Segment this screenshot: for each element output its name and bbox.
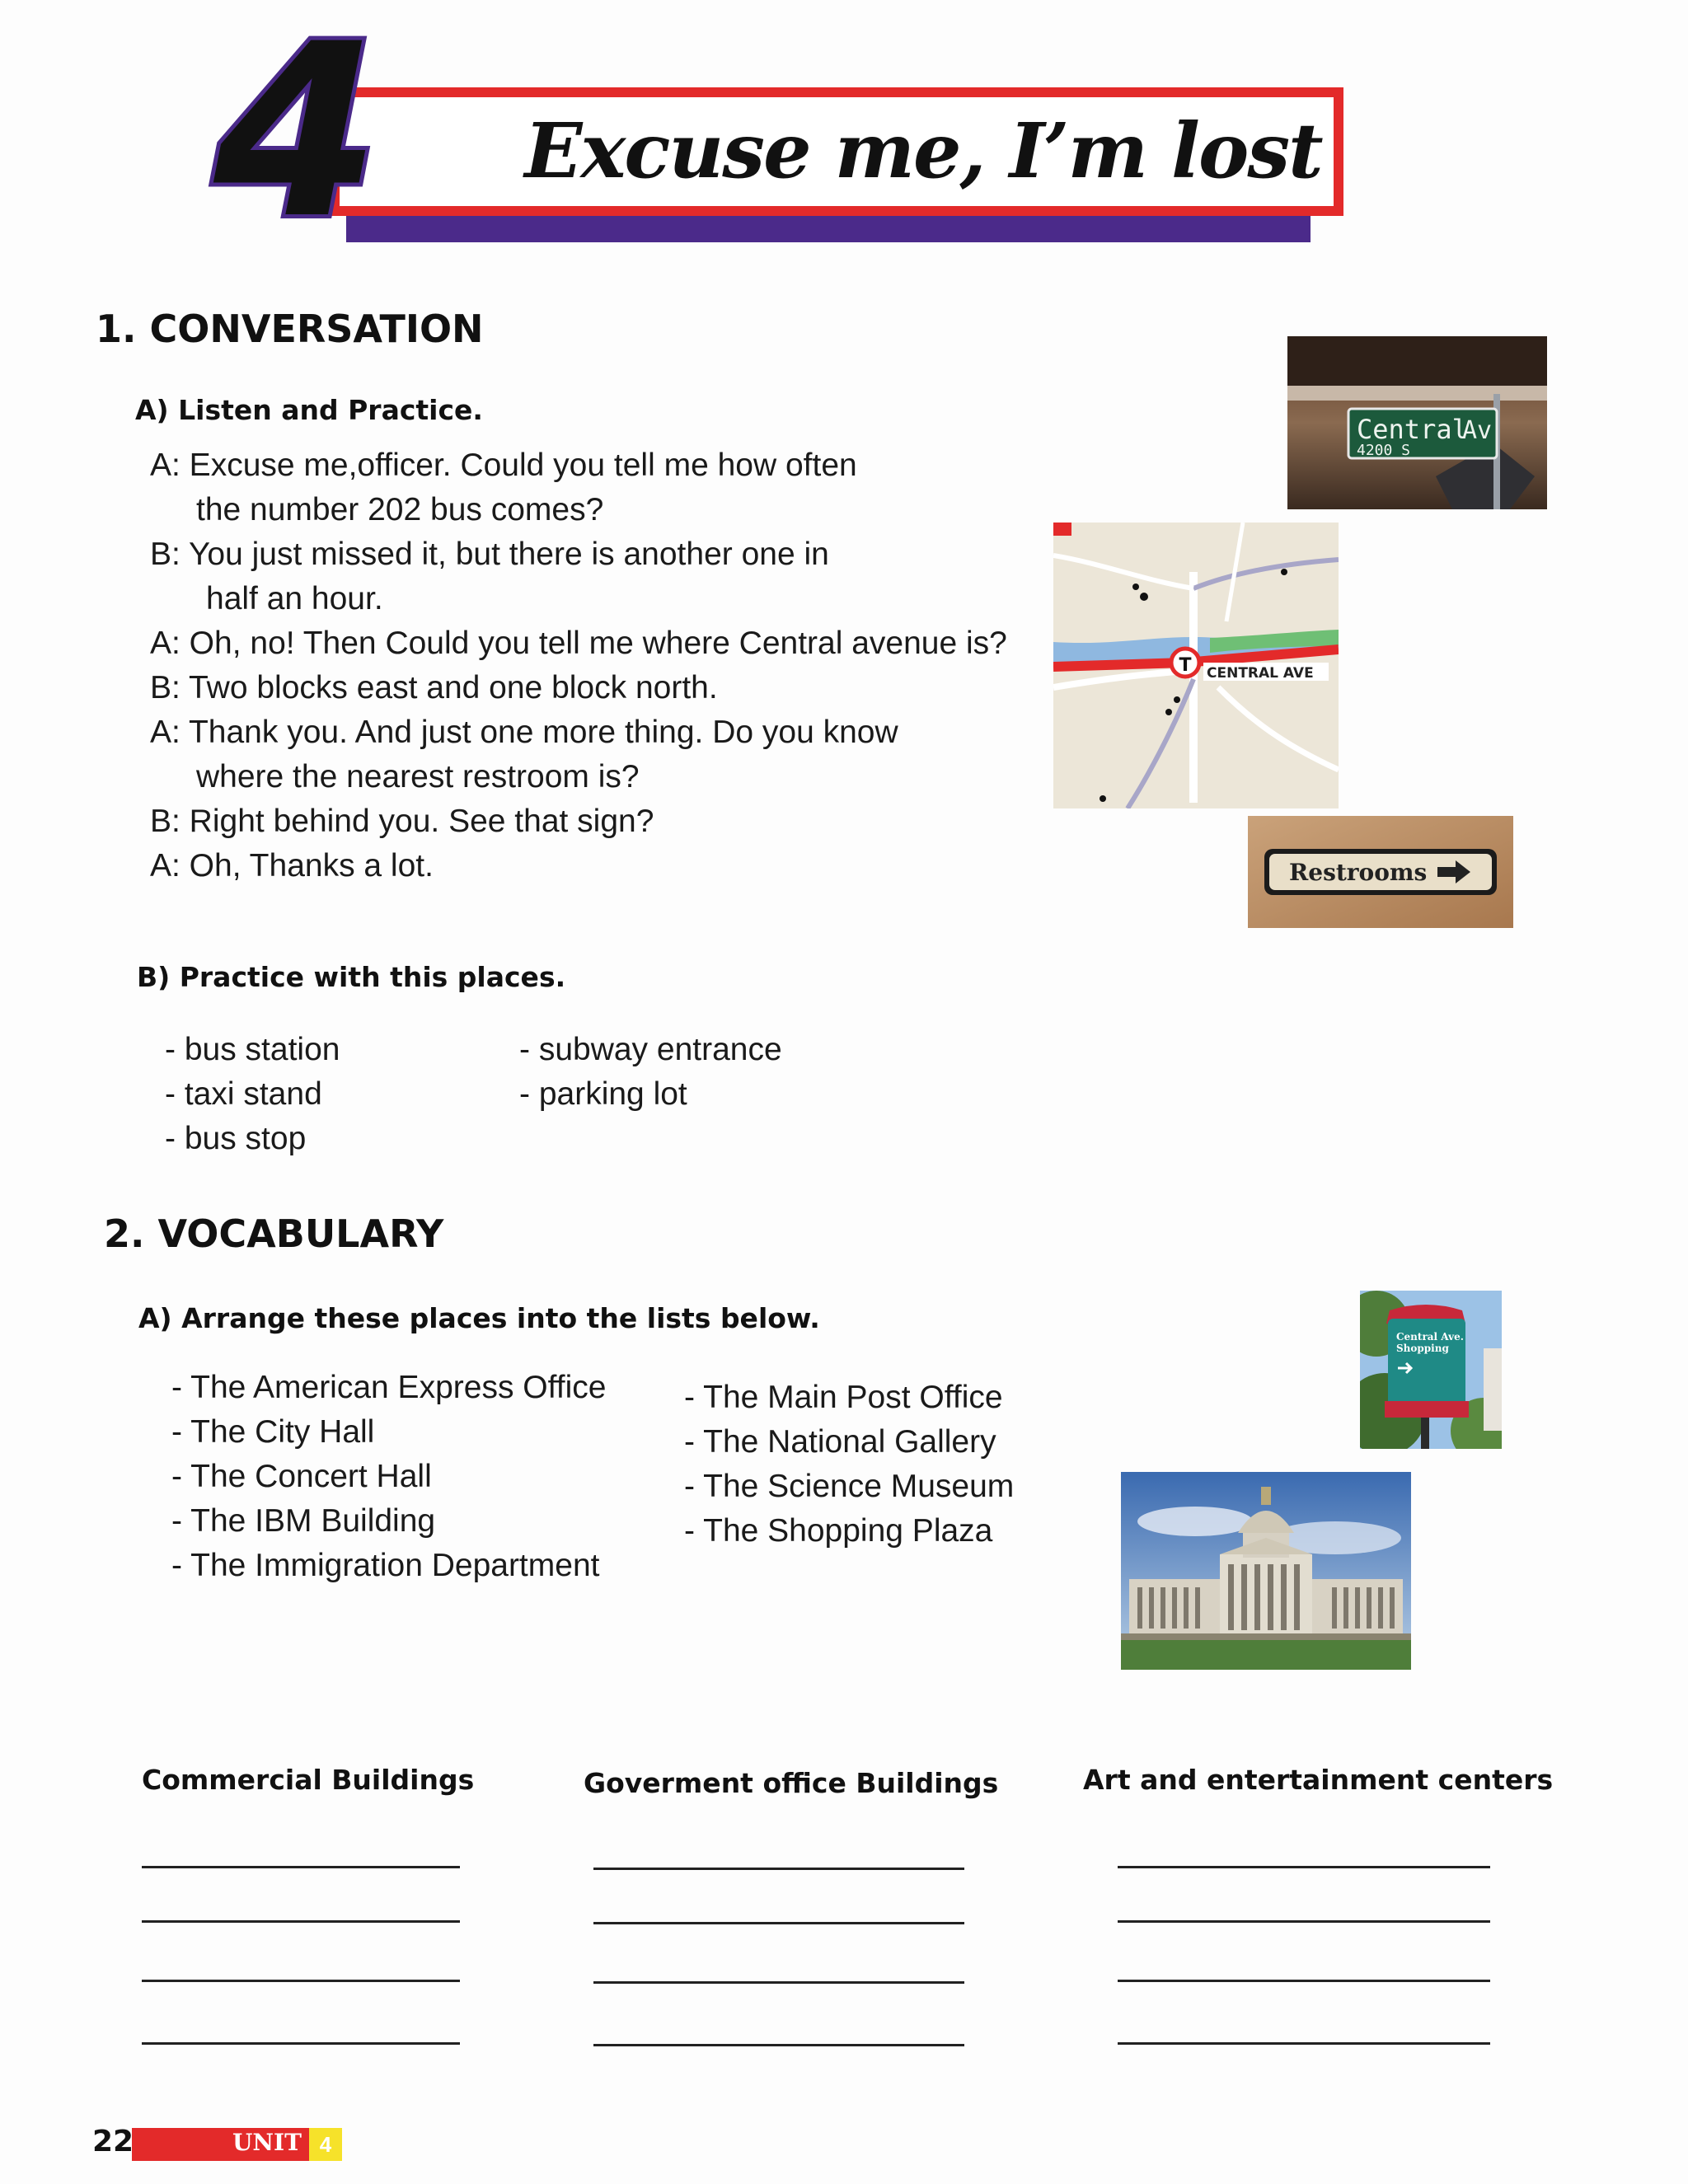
subheading-practice-places: B) Practice with this places. (137, 961, 566, 993)
answer-blank-line[interactable] (1118, 1980, 1490, 1982)
vocab-list-item: - The IBM Building (171, 1503, 436, 1539)
restroom-sign-photo (1248, 816, 1513, 928)
section-heading-vocabulary: 2. VOCABULARY (104, 1212, 444, 1256)
subheading-arrange-places: A) Arrange these places into the lists below. (138, 1302, 820, 1334)
vocab-list-item: - The Science Museum (684, 1469, 1015, 1504)
answer-blank-line[interactable] (142, 1980, 460, 1982)
place-list-item: - subway entrance (519, 1032, 782, 1067)
shopping-sign-photo (1360, 1291, 1502, 1449)
svg-text:Central Ave.: Central Ave. (1396, 1331, 1464, 1343)
answer-blank-line[interactable] (593, 2044, 964, 2046)
svg-text:4200 S: 4200 S (1357, 442, 1411, 459)
answer-blank-line[interactable] (142, 1866, 460, 1868)
dialogue-line: A: Oh, no! Then Could you tell me where Central avenue is? (150, 626, 1007, 661)
dialogue-line: B: You just missed it, but there is another one in (150, 537, 829, 572)
city-hall-photo (1121, 1472, 1411, 1670)
column-heading-commercial: Commercial Buildings (142, 1764, 475, 1796)
vocab-list-item: - The National Gallery (684, 1424, 996, 1460)
answer-blank-line[interactable] (142, 2042, 460, 2045)
dialogue-line: where the nearest restroom is? (196, 759, 640, 794)
section-heading-conversation: 1. CONVERSATION (96, 307, 484, 351)
dialogue-line: A: Excuse me,officer. Could you tell me how often (150, 448, 857, 483)
page-title: Excuse me, I’m lost (524, 106, 1322, 195)
vocab-list-item: - The Concert Hall (171, 1459, 432, 1494)
svg-text:T: T (1179, 655, 1192, 676)
column-heading-art-entertainment: Art and entertainment centers (1083, 1764, 1554, 1796)
place-list-item: - parking lot (519, 1076, 687, 1112)
column-heading-government: Goverment office Buildings (584, 1767, 999, 1799)
answer-blank-line[interactable] (142, 1920, 460, 1923)
answer-blank-line[interactable] (593, 1922, 964, 1924)
dialogue-line: B: Two blocks east and one block north. (150, 670, 718, 705)
answer-blank-line[interactable] (1118, 1920, 1490, 1923)
dialogue-line: half an hour. (206, 581, 383, 616)
place-list-item: - bus stop (165, 1121, 307, 1156)
vocab-list-item: - The City Hall (171, 1414, 375, 1450)
vocab-list-item: - The Immigration Department (171, 1548, 600, 1583)
answer-blank-line[interactable] (1118, 2042, 1490, 2045)
svg-text:Central: Central (1357, 414, 1468, 445)
answer-blank-line[interactable] (593, 1868, 964, 1870)
page-number: 22 (92, 2125, 134, 2158)
dialogue-line: the number 202 bus comes? (196, 492, 604, 527)
footer-unit-label: UNIT (232, 2129, 302, 2156)
vocab-list-item: - The Main Post Office (684, 1380, 1003, 1415)
answer-blank-line[interactable] (593, 1981, 964, 1984)
vocab-list-item: - The Shopping Plaza (684, 1513, 993, 1549)
unit-number-text: 4 (213, 25, 380, 264)
svg-text:Restrooms: Restrooms (1289, 859, 1428, 886)
unit-number-graphic (181, 25, 412, 264)
vocab-list-item: - The American Express Office (171, 1370, 607, 1405)
street-sign-photo (1287, 336, 1547, 509)
dialogue-line: A: Oh, Thanks a lot. (150, 848, 434, 883)
place-list-item: - taxi stand (165, 1076, 322, 1112)
svg-text:CENTRAL AVE: CENTRAL AVE (1207, 665, 1314, 682)
street-map-image (1053, 523, 1339, 808)
footer-unit-number: 4 (309, 2128, 342, 2161)
svg-text:Shopping: Shopping (1396, 1343, 1449, 1354)
dialogue-line: A: Thank you. And just one more thing. Do you know (150, 715, 898, 750)
answer-blank-line[interactable] (1118, 1866, 1490, 1868)
svg-text:Av: Av (1462, 416, 1493, 445)
title-shadow-bar (346, 216, 1311, 242)
dialogue-line: B: Right behind you. See that sign? (150, 804, 654, 839)
subheading-listen-practice: A) Listen and Practice. (135, 394, 483, 426)
place-list-item: - bus station (165, 1032, 340, 1067)
